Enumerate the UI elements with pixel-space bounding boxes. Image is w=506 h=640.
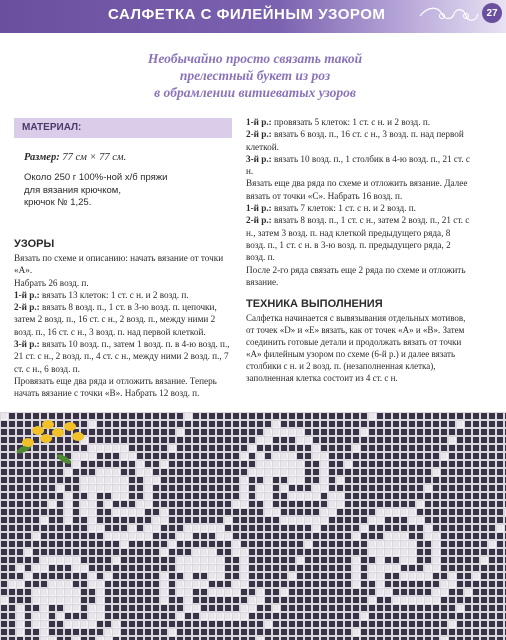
- yarn-line: для вязания крючком,: [24, 184, 121, 196]
- technique-text: [246, 312, 470, 384]
- patterns-heading: УЗОРЫ: [14, 238, 55, 250]
- row-instruction: 1-й р.: провязать 5 клеток: 1 ст. с н. и 2 возд. п.: [246, 117, 431, 127]
- yarn-line: крючок № 1,25.: [24, 197, 92, 208]
- paragraph: После 2-го ряда связать еще 2 ряда по схеме и отложить вязание.: [246, 264, 466, 287]
- row-instruction: 3-й р.: вязать 10 возд. п., затем 1 возд. п. в 4-ю возд. п., 21 ст. с н., 2 возд. п., 4 ст. с н., между ними 2 возд. п., 7 ст. с н., 6 возд. п.: [14, 339, 230, 374]
- paragraph: Вязать по схеме и описанию: начать вязание от точки «А».: [14, 253, 224, 276]
- page-number: 27: [482, 3, 502, 23]
- yarn-info: [24, 172, 234, 210]
- size-value: 77 см × 77 см.: [62, 152, 127, 163]
- intro-line: Необычайно просто связать такой: [147, 51, 363, 66]
- row-instruction: 2-й р.: вязать 8 возд. п., 1 ст. с н., затем 2 возд. п., 21 ст. с н., затем 3 возд. п. над клеткой предыдущего ряда, 8 возд. п., 1 ст. с н. в 3-ю возд. п. предыдущего ряда, 2 возд. п.: [246, 215, 470, 263]
- right-column-text: [246, 116, 470, 288]
- row-instruction: 2-й р.: вязать 6 возд. п., 16 ст. с н., 3 возд. п. над первой клеткой.: [246, 129, 464, 152]
- paragraph: Салфетка начинается с вывязывания отдельных мотивов, от точек «D» и «E» вязать, как от точек «А» и «В». Затем соединить готовые детали и продолжать вязать от точки «А» филейным узором по схеме (6-й р.) и далее вязать столбики с н. и 2 возд. п. (незаполненная клетка), заполненная клетка состоит из 4 ст. с н.: [246, 313, 466, 383]
- intro-text: [60, 50, 450, 101]
- intro-line: в обрамлении витиеватых узоров: [154, 85, 356, 100]
- yarn-line: Около 250 г 100%-ной х/б пряжи: [24, 172, 168, 183]
- size-line: [24, 152, 126, 163]
- row-instruction: 2-й р.: вязать 8 возд. п., 1 ст. в 3-ю возд. п. цепочки, затем 2 возд. п., 16 ст. с н., 2 возд. п., между ними 2 возд. п., 16 ст. с н., 3 возд. п. над первой клеткой.: [14, 302, 217, 337]
- row-instruction: 3-й р.: вязать 10 возд. п., 1 столбик в 4-ю возд. п., 21 ст. с н.: [246, 153, 471, 177]
- yellow-flower-decoration: [12, 416, 92, 476]
- intro-line: прелестный букет из роз: [179, 68, 331, 83]
- swirl-ornament-icon: [418, 4, 480, 28]
- paragraph: Набрать 26 возд. п.: [14, 277, 89, 288]
- patterns-text: [14, 252, 236, 400]
- page-title: САЛФЕТКА С ФИЛЕЙНЫМ УЗОРОМ: [108, 6, 386, 23]
- row-instruction: 1-й р.: вязать 7 клеток: 1 ст. с н. и 2 возд. п.: [246, 203, 416, 214]
- paragraph: Вязать еще два ряда по схеме и отложить вязание. Далее вязать от точки «С». Набрать 16 возд. п.: [246, 178, 468, 201]
- paragraph: Провязать еще два ряда и отложить вязание. Теперь начать вязание с точки «В». Набрать 12 возд. п.: [14, 375, 217, 399]
- material-heading: МАТЕРИАЛ:: [22, 122, 82, 133]
- header-bar: [0, 0, 506, 33]
- lace-photo: [0, 412, 506, 640]
- technique-heading: ТЕХНИКА ВЫПОЛНЕНИЯ: [246, 298, 383, 310]
- row-instruction: 1-й р.: вязать 13 клеток: 1 ст. с н. и 2 возд. п.: [14, 289, 189, 300]
- size-label: Размер:: [24, 152, 60, 163]
